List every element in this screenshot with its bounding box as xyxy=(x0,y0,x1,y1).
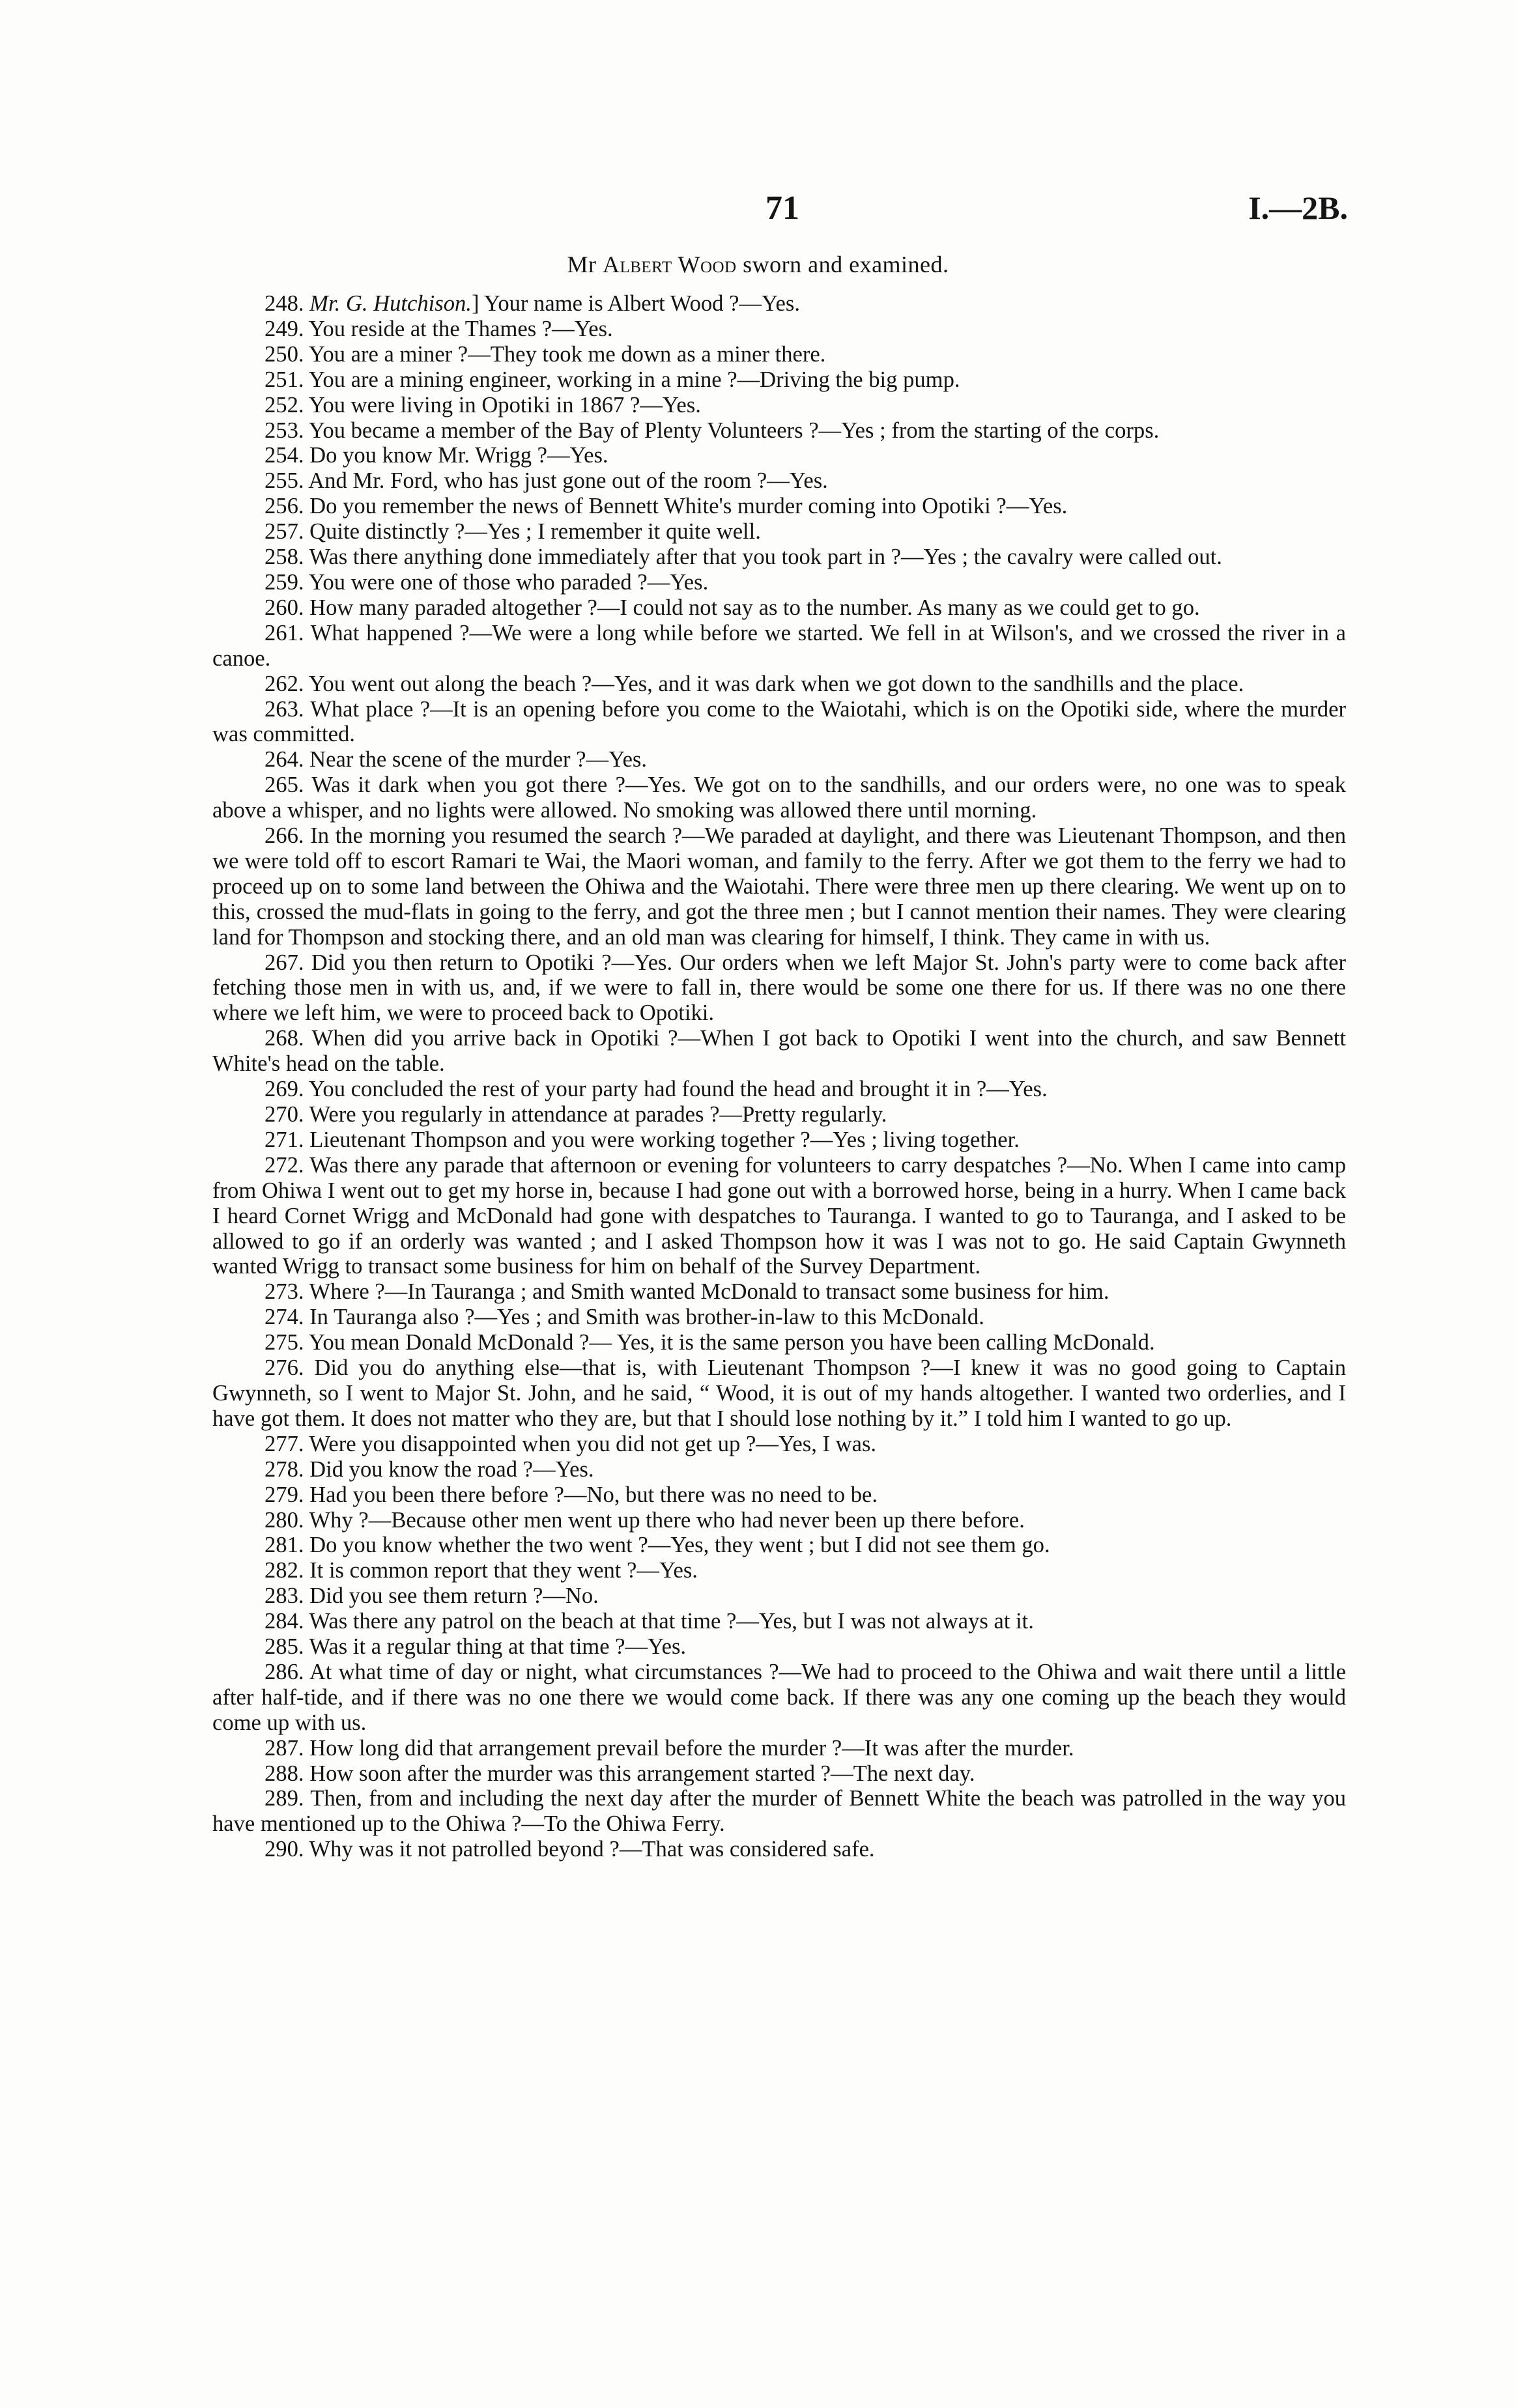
entry-text: Did you know the road ?—Yes. xyxy=(309,1456,594,1482)
entry-text: Did you do anything else—that is, with Lieutenant Thompson ?—I knew it was no good going to Captain Gwynneth, so I went to Major St. John, and he said, “ Wood, it is out of my hands altogether. I wanted two orderlies, and I have got them. It does not matter who they are, but that I should lose nothing by it.” I told him I wanted to go up. xyxy=(212,1355,1346,1431)
entry-number: 285. xyxy=(265,1634,304,1660)
heading-prefix: Mr xyxy=(567,251,603,277)
entry-text: And Mr. Ford, who has just gone out of the room ?—Yes. xyxy=(308,468,828,494)
question-entry xyxy=(212,1609,1346,1634)
entry-number: 265. xyxy=(265,772,304,798)
entry-number: 259. xyxy=(265,569,304,595)
entry-text: ] Your name is Albert Wood ?—Yes. xyxy=(471,291,801,316)
question-entry xyxy=(212,291,1346,317)
question-entry xyxy=(212,519,1346,545)
testimony-body xyxy=(212,291,1346,1862)
question-entry xyxy=(212,1583,1346,1609)
entry-number: 264. xyxy=(265,747,304,772)
entry-text: Were you regularly in attendance at parades ?—Pretty regularly. xyxy=(309,1102,887,1127)
entry-number: 258. xyxy=(265,545,304,570)
entry-text: You are a miner ?—They took me down as a miner there. xyxy=(308,341,826,367)
question-entry xyxy=(212,1355,1346,1432)
question-entry xyxy=(212,317,1346,342)
question-entry xyxy=(212,747,1346,772)
entry-number: 250. xyxy=(265,341,304,367)
entry-text: Near the scene of the murder ?—Yes. xyxy=(309,747,648,772)
section-heading xyxy=(0,251,1516,278)
question-entry xyxy=(212,1558,1346,1583)
entry-number: 248. xyxy=(265,291,304,316)
question-entry xyxy=(212,1482,1346,1508)
entry-number: 255. xyxy=(265,468,304,494)
entry-text: In the morning you resumed the search ?—We paraded at daylight, and there was Lieutenant Thompson, and then we were told off to escort Ramari te Wai, the Maori woman, and family to the ferry. After we got them to the ferry we had to proceed up on to some land between the Ohiwa and the Waiotahi. There were three men up there clearing. We went up on to this, crossed the mud-flats in going to the ferry, and got the three men ; but I cannot mention their names. They were clearing land for Thompson and stocking there, and an old man was clearing for himself, I think. They came in with us. xyxy=(212,823,1346,950)
entry-number: 276. xyxy=(265,1355,304,1381)
question-entry xyxy=(212,367,1346,393)
entry-number: 268. xyxy=(265,1026,304,1051)
entry-text: Why was it not patrolled beyond ?—That was considered safe. xyxy=(309,1837,875,1862)
entry-number: 262. xyxy=(265,671,304,696)
entry-number: 273. xyxy=(265,1279,304,1305)
entry-text: At what time of day or night, what circumstances ?—We had to proceed to the Ohiwa and wait there until a little after half-tide, and if there was no one there we would come back. If there was any one coming up the beach they would come up with us. xyxy=(212,1659,1346,1735)
question-entry xyxy=(212,1305,1346,1330)
entry-number: 253. xyxy=(265,418,304,443)
entry-text: You mean Donald McDonald ?— Yes, it is the same person you have been calling McDonald. xyxy=(308,1330,1155,1355)
entry-number: 260. xyxy=(265,595,304,620)
question-entry xyxy=(212,1786,1346,1837)
question-entry xyxy=(212,1508,1346,1533)
entry-text: Was there any patrol on the beach at that time ?—Yes, but I was not always at it. xyxy=(309,1609,1034,1634)
entry-text: You went out along the beach ?—Yes, and it was dark when we got down to the sandhills and the place. xyxy=(308,671,1244,696)
entry-text: You were living in Opotiki in 1867 ?—Yes. xyxy=(308,392,701,418)
question-entry xyxy=(212,772,1346,823)
entry-text: Was it dark when you got there ?—Yes. We got on to the sandhills, and our orders were, no one was to speak above a whisper, and no lights were allowed. No smoking was allowed there until morning. xyxy=(212,772,1346,823)
question-entry xyxy=(212,393,1346,418)
entry-number: 278. xyxy=(265,1456,304,1482)
question-entry xyxy=(212,672,1346,697)
entry-number: 290. xyxy=(265,1837,304,1862)
question-entry xyxy=(212,468,1346,494)
entry-number: 281. xyxy=(265,1533,304,1558)
question-entry xyxy=(212,1077,1346,1102)
question-entry xyxy=(212,443,1346,468)
entry-number: 267. xyxy=(265,950,304,975)
entry-number: 279. xyxy=(265,1482,304,1507)
entry-text: Were you disappointed when you did not get up ?—Yes, I was. xyxy=(309,1431,877,1456)
heading-suffix: sworn and examined. xyxy=(736,251,949,277)
entry-number: 254. xyxy=(265,443,304,468)
question-entry xyxy=(212,1432,1346,1457)
entry-text: Was there any parade that afternoon or evening for volunteers to carry despatches ?—No. When I came into camp from Ohiwa I went out to get my horse in, because I had gone out with a borrowed horse, being in a hurry. When I came back I heard Cornet Wrigg and McDonald had gone with despatches to Tauranga. I wanted to go to Tauranga, and I asked to be allowed to go if an orderly was wanted ; and I asked Thompson how it was I was not to go. He said Captain Gwynneth wanted Wrigg to transact some business for him on behalf of the Survey Department. xyxy=(212,1152,1346,1279)
entry-number: 280. xyxy=(265,1507,304,1533)
entry-text: How many paraded altogether ?—I could not say as to the number. As many as we could get to go. xyxy=(309,595,1200,620)
entry-number: 282. xyxy=(265,1558,304,1583)
entry-number: 251. xyxy=(265,367,304,392)
entry-text: It is common report that they went ?—Yes. xyxy=(309,1558,698,1583)
question-entry xyxy=(212,1102,1346,1127)
entry-text: You were one of those who paraded ?—Yes. xyxy=(308,569,709,595)
questioner-name: Mr. G. Hutchison. xyxy=(309,291,472,316)
entry-number: 275. xyxy=(265,1330,304,1355)
question-entry xyxy=(212,950,1346,1027)
question-entry xyxy=(212,1330,1346,1355)
entry-text: In Tauranga also ?—Yes ; and Smith was brother-in-law to this McDonald. xyxy=(309,1305,984,1330)
entry-number: 274. xyxy=(265,1305,304,1330)
entry-text: Do you know whether the two went ?—Yes, they went ; but I did not see them go. xyxy=(309,1533,1050,1558)
question-entry xyxy=(212,697,1346,748)
question-entry xyxy=(212,545,1346,570)
entry-number: 249. xyxy=(265,316,304,341)
entry-number: 256. xyxy=(265,494,304,519)
entry-text: Do you remember the news of Bennett White's murder coming into Opotiki ?—Yes. xyxy=(309,494,1068,519)
entry-number: 261. xyxy=(265,620,304,645)
question-entry xyxy=(212,1026,1346,1077)
question-entry xyxy=(212,823,1346,950)
entry-number: 263. xyxy=(265,696,304,722)
question-entry xyxy=(212,1634,1346,1660)
entry-text: How soon after the murder was this arrangement started ?—The next day. xyxy=(309,1761,975,1786)
entry-text: Did you then return to Opotiki ?—Yes. Our orders when we left Major St. John's party were to come back after fetching those men in with us, and, if we were to fall in, there would be some one there for us. If there was no one there where we left him, we were to proceed back to Opotiki. xyxy=(212,950,1346,1026)
entry-text: Do you know Mr. Wrigg ?—Yes. xyxy=(309,443,608,468)
entry-number: 266. xyxy=(265,823,304,849)
entry-text: Why ?—Because other men went up there who had never been up there before. xyxy=(309,1507,1025,1533)
entry-text: You reside at the Thames ?—Yes. xyxy=(308,316,613,341)
entry-number: 272. xyxy=(265,1152,304,1178)
entry-text: You are a mining engineer, working in a mine ?—Driving the big pump. xyxy=(308,367,960,392)
entry-text: Did you see them return ?—No. xyxy=(309,1583,599,1609)
question-entry xyxy=(212,1457,1346,1482)
entry-number: 286. xyxy=(265,1659,304,1684)
entry-number: 288. xyxy=(265,1761,304,1786)
question-entry xyxy=(212,1761,1346,1787)
entry-number: 271. xyxy=(265,1127,304,1152)
entry-text: Lieutenant Thompson and you were working together ?—Yes ; living together. xyxy=(309,1127,1020,1152)
entry-number: 287. xyxy=(265,1735,304,1761)
entry-text: When did you arrive back in Opotiki ?—When I got back to Opotiki I went into the church, and saw Bennett White's head on the table. xyxy=(212,1026,1346,1077)
question-entry xyxy=(212,1127,1346,1153)
entry-number: 252. xyxy=(265,392,304,418)
question-entry xyxy=(212,570,1346,595)
question-entry xyxy=(212,1533,1346,1558)
question-entry xyxy=(212,621,1346,672)
entry-text: You concluded the rest of your party had found the head and brought it in ?—Yes. xyxy=(308,1077,1048,1102)
entry-text: Quite distinctly ?—Yes ; I remember it quite well. xyxy=(309,519,761,545)
question-entry xyxy=(212,1837,1346,1862)
entry-number: 269. xyxy=(265,1077,304,1102)
question-entry xyxy=(212,1736,1346,1761)
entry-text: Then, from and including the next day after the murder of Bennett White the beach was patrolled in the way you have mentioned up to the Ohiwa ?—To the Ohiwa Ferry. xyxy=(212,1786,1346,1837)
question-entry xyxy=(212,1660,1346,1736)
question-entry xyxy=(212,418,1346,444)
entry-number: 257. xyxy=(265,519,304,545)
entry-number: 270. xyxy=(265,1102,304,1127)
page-number: 71 xyxy=(765,190,799,227)
question-entry xyxy=(212,1279,1346,1305)
question-entry xyxy=(212,1153,1346,1280)
entry-text: What happened ?—We were a long while before we started. We fell in at Wilson's, and we crossed the river in a canoe. xyxy=(212,620,1346,671)
question-entry xyxy=(212,494,1346,519)
entry-text: You became a member of the Bay of Plenty Volunteers ?—Yes ; from the starting of the corps. xyxy=(308,418,1160,443)
question-entry xyxy=(212,342,1346,367)
entry-text: What place ?—It is an opening before you come to the Waiotahi, which is on the Opotiki side, where the murder was committed. xyxy=(212,696,1346,747)
question-entry xyxy=(212,595,1346,621)
entry-text: How long did that arrangement prevail before the murder ?—It was after the murder. xyxy=(309,1735,1074,1761)
entry-number: 284. xyxy=(265,1609,304,1634)
entry-text: Had you been there before ?—No, but there was no need to be. xyxy=(309,1482,878,1507)
entry-number: 283. xyxy=(265,1583,304,1609)
paper-reference: I.—2B. xyxy=(1248,190,1348,226)
entry-number: 289. xyxy=(265,1786,304,1811)
entry-number: 277. xyxy=(265,1431,304,1456)
witness-name: Albert Wood xyxy=(602,251,737,277)
entry-text: Was it a regular thing at that time ?—Yes. xyxy=(309,1634,687,1660)
entry-text: Where ?—In Tauranga ; and Smith wanted McDonald to transact some business for him. xyxy=(309,1279,1109,1305)
entry-text: Was there anything done immediately after that you took part in ?—Yes ; the cavalry were called out. xyxy=(309,545,1222,570)
